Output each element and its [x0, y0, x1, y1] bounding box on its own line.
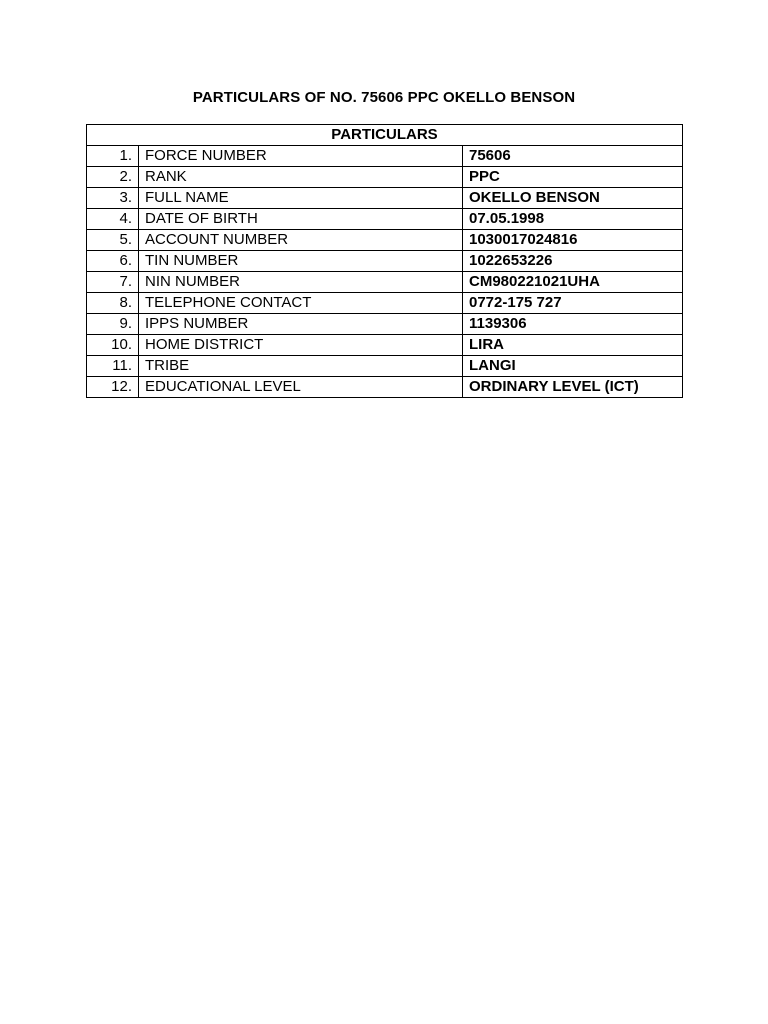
field-value: 75606: [463, 146, 683, 167]
table-row: [87, 335, 683, 356]
field-label: HOME DISTRICT: [139, 335, 463, 356]
table-header: PARTICULARS: [87, 125, 683, 146]
field-value: PPC: [463, 167, 683, 188]
row-number: 4.: [87, 209, 139, 230]
field-value: 1030017024816: [463, 230, 683, 251]
field-value: 1139306: [463, 314, 683, 335]
field-label: FORCE NUMBER: [139, 146, 463, 167]
field-label: EDUCATIONAL LEVEL: [139, 377, 463, 398]
row-number: 12.: [87, 377, 139, 398]
particulars-table: [86, 124, 683, 398]
table-row: [87, 272, 683, 293]
table-row: [87, 314, 683, 335]
table-row: [87, 293, 683, 314]
table-row: [87, 209, 683, 230]
field-value: OKELLO BENSON: [463, 188, 683, 209]
row-number: 7.: [87, 272, 139, 293]
field-value: 07.05.1998: [463, 209, 683, 230]
row-number: 2.: [87, 167, 139, 188]
field-label: TIN NUMBER: [139, 251, 463, 272]
field-label: RANK: [139, 167, 463, 188]
row-number: 8.: [87, 293, 139, 314]
table-row: [87, 377, 683, 398]
field-label: IPPS NUMBER: [139, 314, 463, 335]
field-value: CM980221021UHA: [463, 272, 683, 293]
field-label: FULL NAME: [139, 188, 463, 209]
field-value: LANGI: [463, 356, 683, 377]
field-label: TRIBE: [139, 356, 463, 377]
table-row: [87, 167, 683, 188]
field-label: NIN NUMBER: [139, 272, 463, 293]
row-number: 3.: [87, 188, 139, 209]
row-number: 6.: [87, 251, 139, 272]
row-number: 5.: [87, 230, 139, 251]
table-row: [87, 188, 683, 209]
row-number: 9.: [87, 314, 139, 335]
table-row: [87, 146, 683, 167]
field-label: TELEPHONE CONTACT: [139, 293, 463, 314]
row-number: 1.: [87, 146, 139, 167]
row-number: 11.: [87, 356, 139, 377]
field-value: ORDINARY LEVEL (ICT): [463, 377, 683, 398]
table-row: [87, 356, 683, 377]
field-value: LIRA: [463, 335, 683, 356]
row-number: 10.: [87, 335, 139, 356]
table-row: [87, 251, 683, 272]
table-header-row: [87, 125, 683, 146]
field-label: DATE OF BIRTH: [139, 209, 463, 230]
document-title: PARTICULARS OF NO. 75606 PPC OKELLO BENSON: [192, 89, 576, 106]
field-value: 0772-175 727: [463, 293, 683, 314]
field-label: ACCOUNT NUMBER: [139, 230, 463, 251]
table-row: [87, 230, 683, 251]
field-value: 1022653226: [463, 251, 683, 272]
